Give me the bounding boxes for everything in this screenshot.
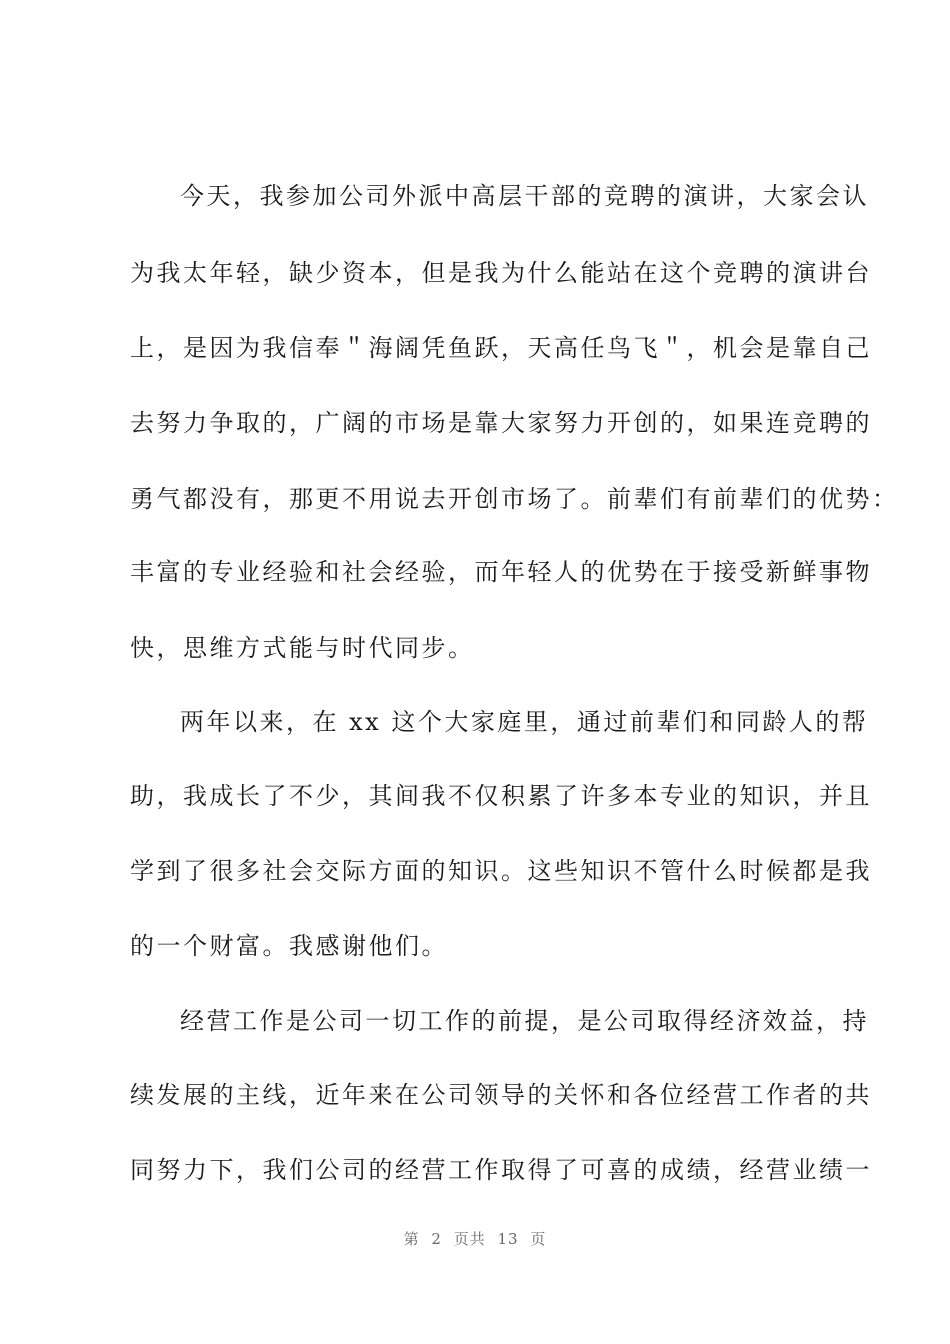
paragraph-1-line-3: 上，是因为我信奉＂海阔凭鱼跃，天高任鸟飞＂，机会是靠自己 <box>130 334 872 362</box>
paragraph-3-line-1: 经营工作是公司一切工作的前提，是公司取得经济效益，持 <box>180 1007 869 1035</box>
paragraph-1-line-5: 勇气都没有，那更不用说去开创市场了。前辈们有前辈们的优势： <box>130 485 899 513</box>
paragraph-1-line-7: 快，思维方式能与时代同步。 <box>130 634 475 662</box>
paragraph-3-line-2: 续发展的主线，近年来在公司领导的关怀和各位经营工作者的共 <box>130 1081 872 1109</box>
paragraph-1-line-6: 丰富的专业经验和社会经验，而年轻人的优势在于接受新鲜事物 <box>130 558 872 586</box>
paragraph-1-line-2: 为我太年轻，缺少资本，但是我为什么能站在这个竞聘的演讲台 <box>130 259 872 287</box>
paragraph-1-line-1: 今天，我参加公司外派中高层干部的竞聘的演讲，大家会认 <box>180 182 869 210</box>
paragraph-2-line-1: 两年以来，在 xx 这个大家庭里，通过前辈们和同龄人的帮 <box>180 708 869 736</box>
paragraph-3-line-3: 同努力下，我们公司的经营工作取得了可喜的成绩，经营业绩一 <box>130 1156 872 1184</box>
paragraph-2-line-4: 的一个财富。我感谢他们。 <box>130 932 448 960</box>
paragraph-2-line-2: 助，我成长了不少，其间我不仅积累了许多本专业的知识，并且 <box>130 782 872 810</box>
page-number-footer: 第 2 页共 13 页 <box>403 1230 547 1248</box>
paragraph-1-line-4: 去努力争取的，广阔的市场是靠大家努力开创的，如果连竞聘的 <box>130 409 872 437</box>
paragraph-2-line-3: 学到了很多社会交际方面的知识。这些知识不管什么时候都是我 <box>130 857 872 885</box>
